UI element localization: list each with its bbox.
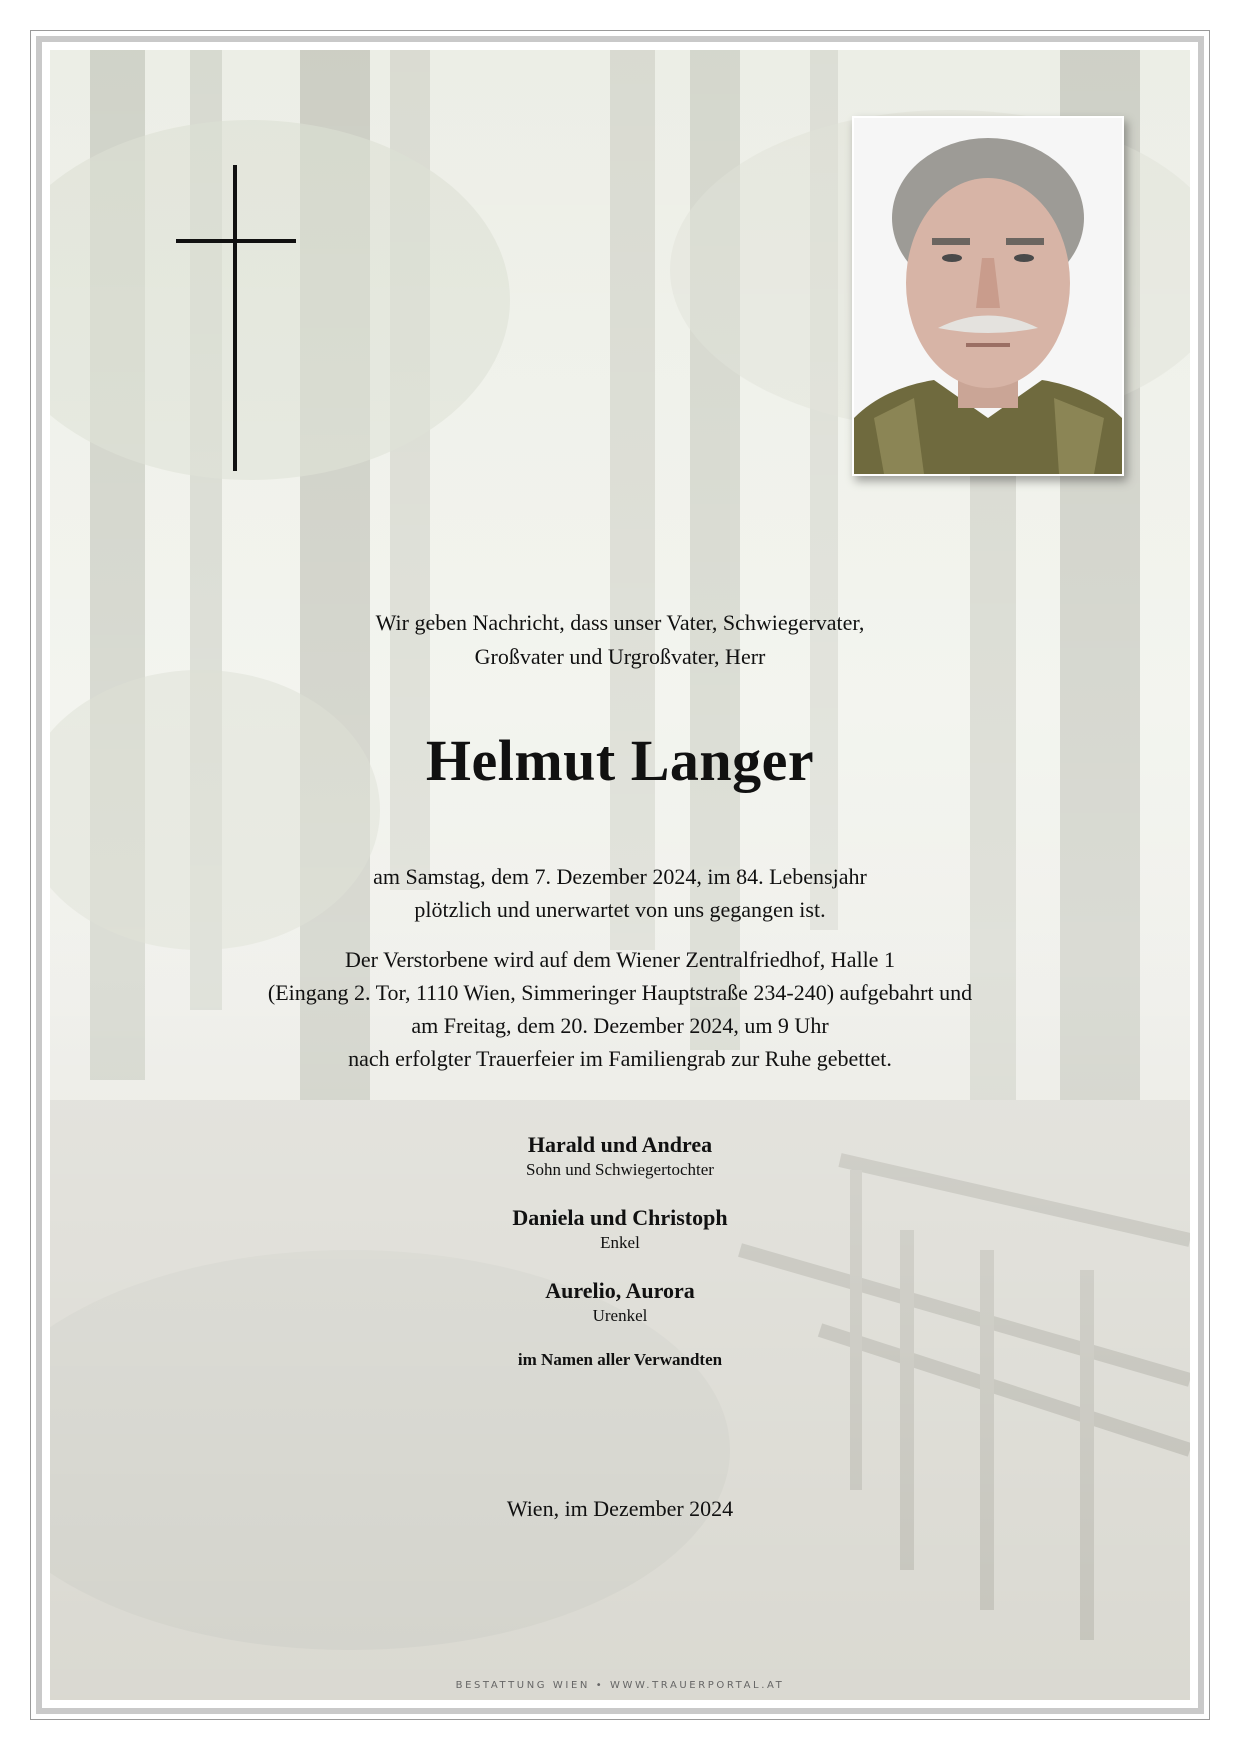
mourner-relation: Enkel [600,1233,640,1252]
funeral-line-4: nach erfolgter Trauerfeier im Familiengrab zur Ruhe gebettet. [348,1046,892,1071]
intro-line-1: Wir geben Nachricht, dass unser Vater, Schwiegervater, [375,610,865,635]
funeral-line-3: am Freitag, dem 20. Dezember 2024, um 9 Uhr [411,1013,829,1038]
mourner-relation: Urenkel [592,1306,648,1325]
deceased-name: Helmut Langer [425,728,815,793]
mourner-entry [0,1204,1240,1254]
cross-icon [176,165,296,471]
footer-credit: BESTATTUNG WIEN • WWW.TRAUERPORTAL.AT [455,1680,785,1691]
funeral-line-1: Der Verstorbene wird auf dem Wiener Zentralfriedhof, Halle 1 [345,947,895,972]
mourner-entry [0,1277,1240,1327]
intro-text [0,606,1240,674]
mourner-relation: Sohn und Schwiegertochter [526,1160,714,1179]
portrait-photo [852,116,1124,476]
death-line-1: am Samstag, dem 7. Dezember 2024, im 84. Lebensjahr [373,864,867,889]
mourner-entry [0,1131,1240,1181]
mourner-names: Aurelio, Aurora [545,1278,695,1303]
mourners-list [0,1131,1240,1370]
intro-line-2: Großvater und Urgroßvater, Herr [474,644,766,669]
place-date: Wien, im Dezember 2024 [506,1496,734,1521]
closing-line: im Namen aller Verwandten [517,1350,723,1369]
death-notice [0,860,1240,926]
funeral-line-2: (Eingang 2. Tor, 1110 Wien, Simmeringer Hauptstraße 234-240) aufgebahrt und [267,980,973,1005]
funeral-details [0,943,1240,1075]
mourner-names: Daniela und Christoph [512,1205,728,1230]
mourner-names: Harald und Andrea [527,1132,713,1157]
death-line-2: plötzlich und unerwartet von uns gegangen ist. [414,897,826,922]
